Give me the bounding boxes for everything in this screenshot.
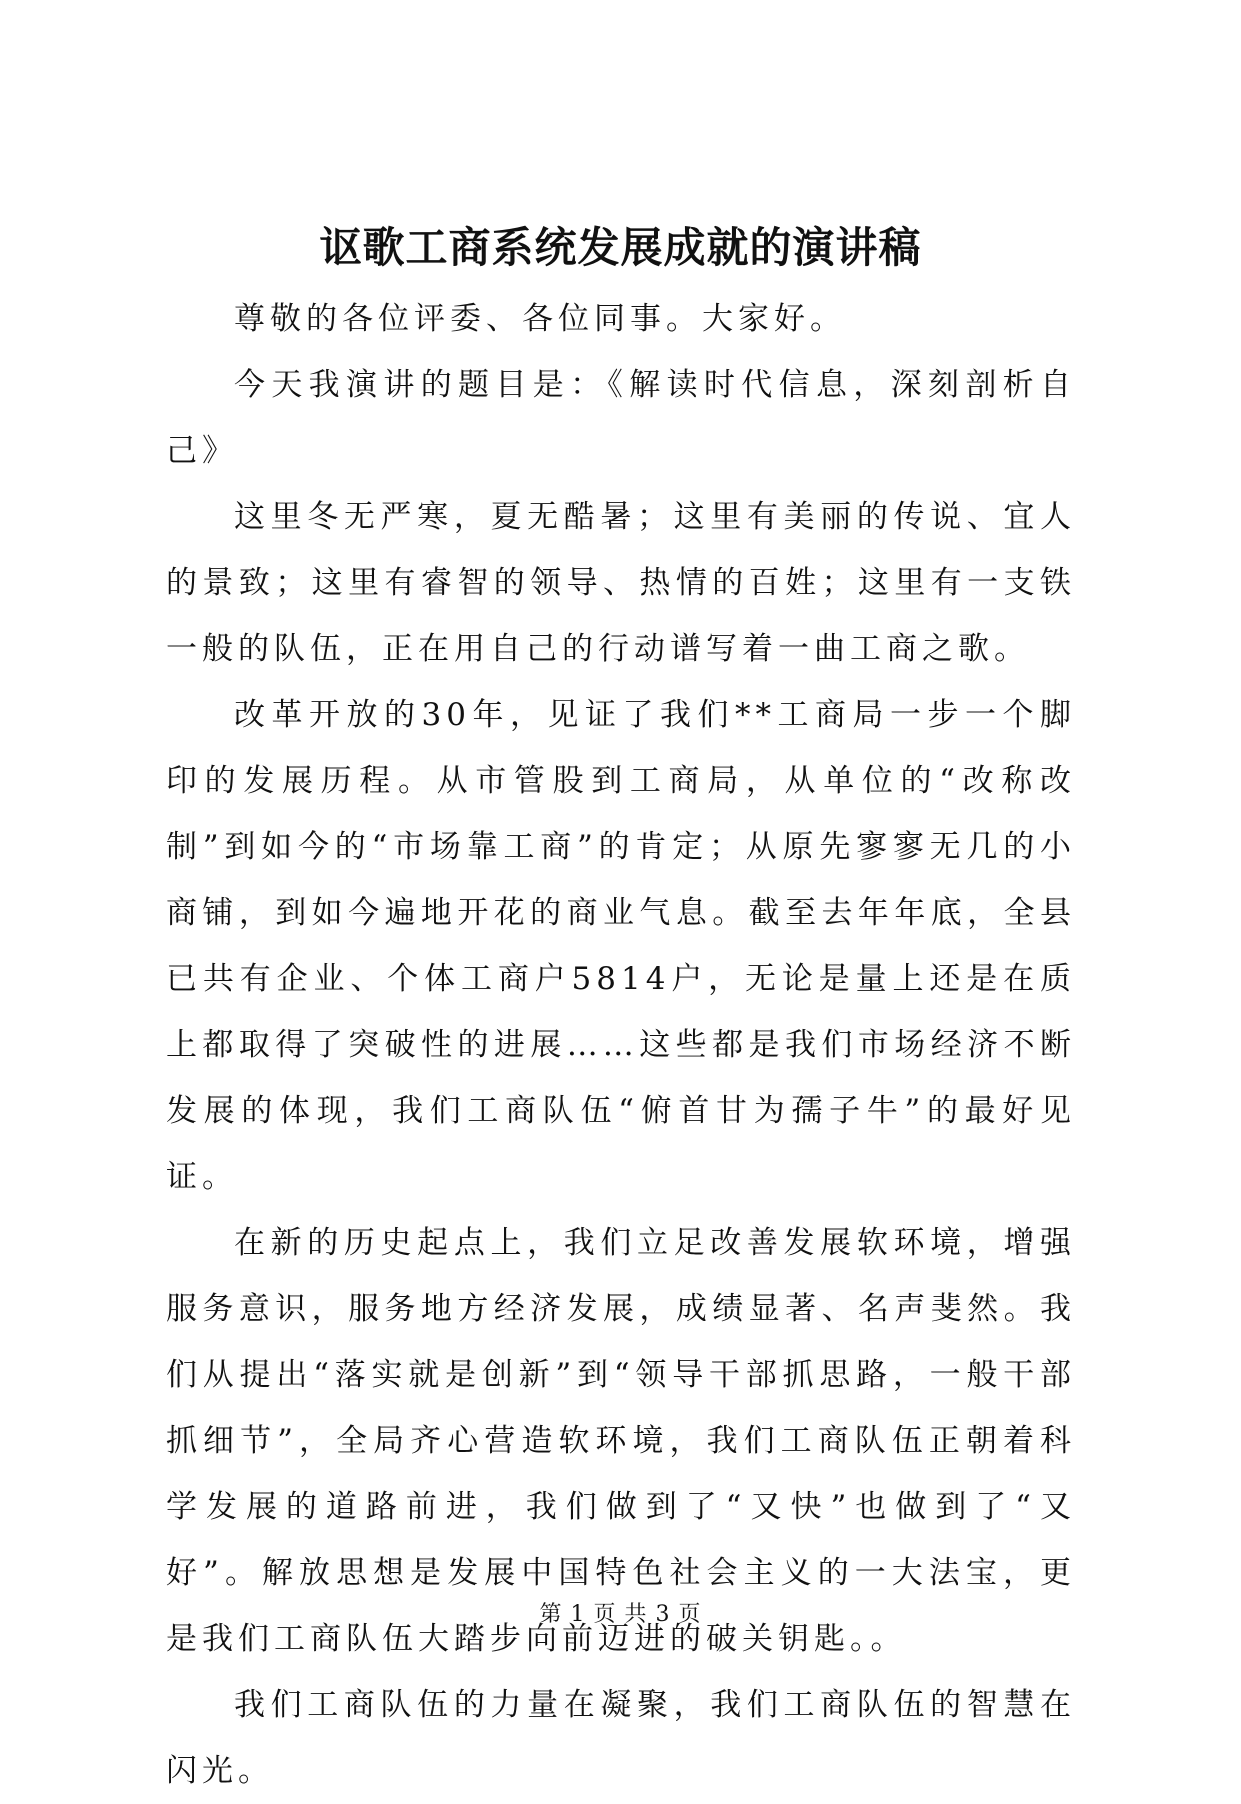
paragraph-new-starting-point: 在新的历史起点上，我们立足改善发展软环境，增强服务意识，服务地方经济发展，成绩显著、名声斐然。我们从提出“落实就是创新”到“领导干部抓思路，一般干部抓细节”，全局齐心营造软环境，我们工商队伍正朝着科学发展的道路前进，我们做到了“又快”也做到了“又好”。解放思想是发展中国特色社会主义的一大法宝，更是我们工商队伍大踏步向前迈进的破关钥匙。。 [166, 1225, 1076, 1657]
paragraph-greeting: 尊敬的各位评委、各位同事。大家好。 [234, 301, 846, 337]
page-number: 第 1 页 共 3 页 [539, 1602, 702, 1627]
paragraph-closing: 我们工商队伍的力量在凝聚，我们工商队伍的智慧在闪光。 [166, 1687, 1076, 1789]
paragraph-topic: 今天我演讲的题目是：《解读时代信息，深刻剖析自己》 [166, 367, 1076, 469]
paragraph-intro: 这里冬无严寒，夏无酷暑；这里有美丽的传说、宜人的景致；这里有睿智的领导、热情的百姓；这里有一支铁一般的队伍，正在用自己的行动谱写着一曲工商之歌。 [166, 499, 1076, 667]
paragraph-reform: 改革开放的30年，见证了我们**工商局一步一个脚印的发展历程。从市管股到工商局，从单位的“改称改制”到如今的“市场靠工商”的肯定；从原先寥寥无几的小商铺，到如今遍地开花的商业气息。截至去年年底，全县已共有企业、个体工商户5814户，无论是量上还是在质上都取得了突破性的进展……这些都是我们市场经济不断发展的体现，我们工商队伍“俯首甘为孺子牛”的最好见证。 [166, 697, 1076, 1195]
document-body [166, 286, 1076, 1804]
document-title: 讴歌工商系统发展成就的演讲稿 [319, 223, 922, 272]
